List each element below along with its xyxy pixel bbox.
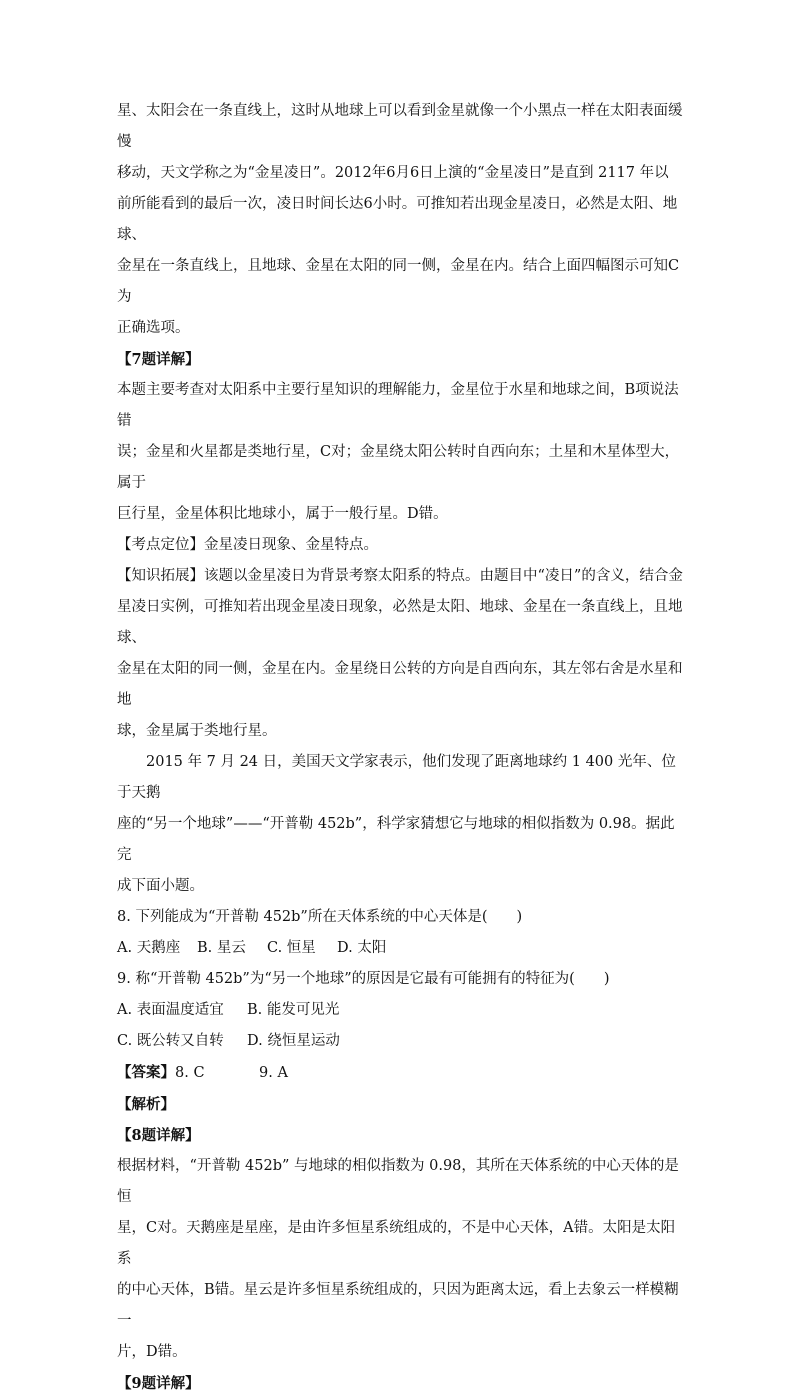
- answer-8: 8. C: [175, 1065, 205, 1081]
- q8-option-d: D. 太阳: [337, 940, 387, 956]
- tuozhan-line: 金星在太阳的同一侧，金星在内。金星绕日公转的方向是自西向东，其左邻右舍是水星和地: [117, 661, 683, 708]
- q8-line: 片，D错。: [117, 1344, 187, 1360]
- q8-option-a: A. 天鹅座: [117, 940, 181, 956]
- q9-options-row1: [117, 995, 685, 1026]
- tuozhan-line: 球，金星属于类地行星。: [117, 723, 277, 739]
- q8-option-b: B. 星云: [197, 940, 246, 956]
- para1-line: 金星在一条直线上，且地球、金星在太阳的同一侧，金星在内。结合上面四幅图示可知C为: [117, 258, 680, 305]
- q7-line: 本题主要考查对太阳系中主要行星知识的理解能力，金星位于水星和地球之间，B项说法错: [117, 382, 679, 429]
- q7-line: 误；金星和火星都是类地行星，C对；金星绕太阳公转时自西向东；土星和木星体型大，属于: [117, 444, 680, 491]
- q8-options: [117, 933, 685, 964]
- tuozhan-line: 【知识拓展】该题以金星凌日为背景考察太阳系的特点。由题目中“凌日”的含义，结合金: [117, 568, 683, 584]
- answer-label: 【答案】: [117, 1064, 175, 1081]
- document-content: [117, 96, 685, 1399]
- q9-option-d: D. 绕恒星运动: [247, 1033, 340, 1049]
- answer-9: 9. A: [259, 1065, 288, 1081]
- q8-stem: 8. 下列能成为“开普勒 452b”所在天体系统的中心天体是( ): [117, 909, 523, 925]
- para1-line: 正确选项。: [117, 320, 190, 336]
- para1-line: 星、太阳会在一条直线上，这时从地球上可以看到金星就像一个小黑点一样在太阳表面缓慢: [117, 103, 683, 150]
- q9-option-c: C. 既公转又自转: [117, 1033, 224, 1049]
- kaodian-line: 【考点定位】金星凌日现象、金星特点。: [117, 537, 378, 553]
- tuozhan-line: 星凌日实例，可推知若出现金星凌日现象，必然是太阳、地球、金星在一条直线上，且地球、: [117, 599, 683, 646]
- q8-heading: 【8题详解】: [117, 1127, 200, 1144]
- q9-heading: 【9题详解】: [117, 1375, 200, 1392]
- q9-stem: 9. 称“开普勒 452b”为“另一个地球”的原因是它最有可能拥有的特征为( ): [117, 971, 610, 987]
- answer-line: [117, 1057, 685, 1089]
- jiexi-heading: 【解析】: [117, 1096, 175, 1113]
- q7-line: 巨行星，金星体积比地球小，属于一般行星。D错。: [117, 506, 448, 522]
- material-line: 成下面小题。: [117, 878, 204, 894]
- q9-option-a: A. 表面温度适宜: [117, 1002, 224, 1018]
- para1-line: 前所能看到的最后一次，凌日时间长达6小时。可推知若出现金星凌日，必然是太阳、地球、: [117, 196, 678, 243]
- q9-option-b: B. 能发可见光: [247, 1002, 340, 1018]
- q8-line: 的中心天体，B错。星云是许多恒星系统组成的，只因为距离太远，看上去象云一样模糊一: [117, 1282, 679, 1329]
- q7-heading: 【7题详解】: [117, 351, 200, 368]
- q8-option-c: C. 恒星: [267, 940, 316, 956]
- q8-line: 星，C对。天鹅座是星座，是由许多恒星系统组成的，不是中心天体，A错。太阳是太阳系: [117, 1220, 676, 1267]
- q9-options-row2: [117, 1026, 685, 1057]
- para1-line: 移动，天文学称之为“金星凌日”。2012年6月6日上演的“金星凌日”是直到 2117 年以: [117, 165, 669, 181]
- material-line: 座的“另一个地球”——“开普勒 452b”，科学家猜想它与地球的相似指数为 0.98。据此完: [117, 816, 675, 863]
- material-line: 2015 年 7 月 24 日，美国天文学家表示，他们发现了距离地球约 1 400 光年、位于天鹅: [117, 754, 676, 801]
- q8-line: 根据材料，“开普勒 452b” 与地球的相似指数为 0.98，其所在天体系统的中心天体的是恒: [117, 1158, 679, 1205]
